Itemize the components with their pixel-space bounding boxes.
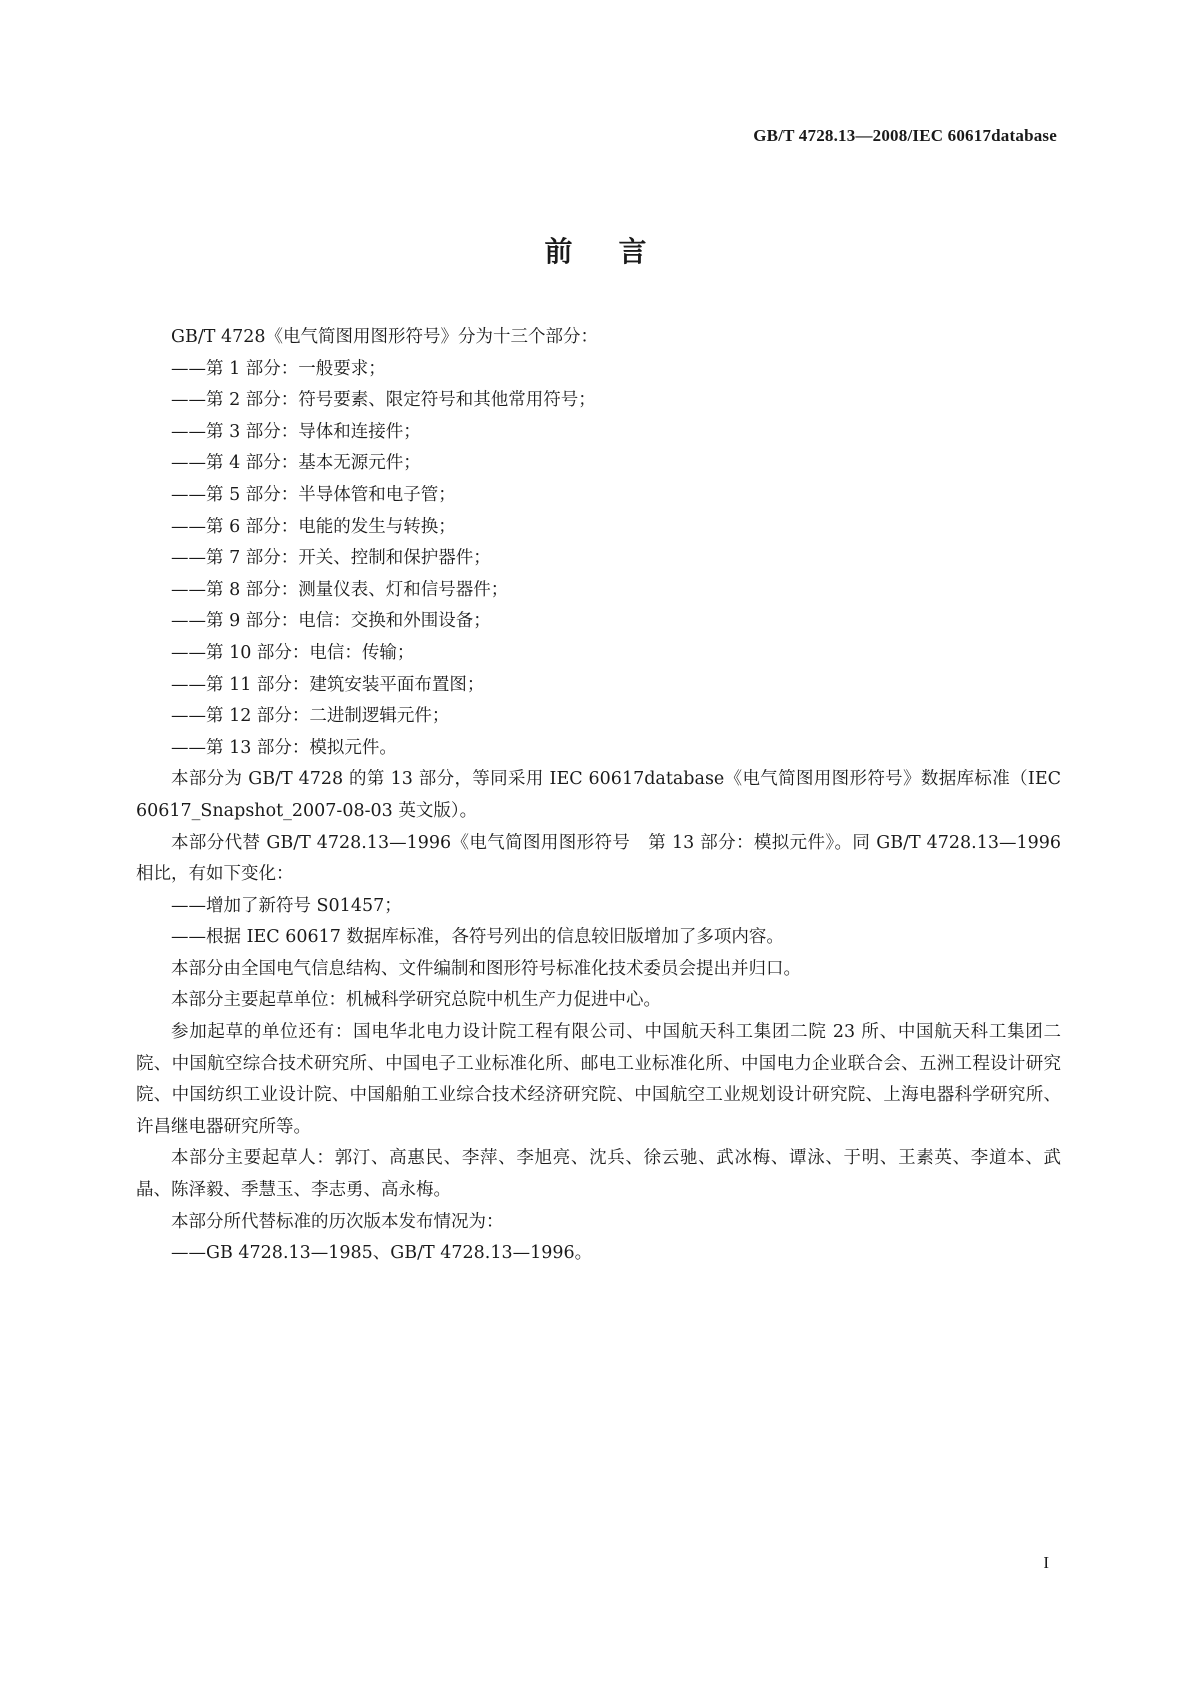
intro-paragraph: GB/T 4728《电气简图用图形符号》分为十三个部分： [171,327,599,347]
list-item-part-5: ——第 5 部分：半导体管和电子管； [171,484,456,505]
page-title: 前言 [544,235,693,268]
history-intro-paragraph: 本部分所代替标准的历次版本发布情况为： [171,1211,504,1232]
change-item-2: ——根据 IEC 60617 数据库标准，各符号列出的信息较旧版增加了多项内容。 [171,927,784,948]
list-item-part-12: ——第 12 部分：二进制逻辑元件； [171,706,450,727]
list-item-part-6: ——第 6 部分：电能的发生与转换； [171,516,456,537]
foreword-body [136,322,1061,1270]
proposer-paragraph: 本部分由全国电气信息结构、文件编制和图形符号标准化技术委员会提出并归口。 [171,958,801,979]
standard-number: GB/T 4728.13—2008/IEC 60617database [753,126,1057,145]
list-item-part-2: ——第 2 部分：符号要素、限定符号和其他常用符号； [171,390,596,411]
adoption-paragraph: 本部分为 GB/T 4728 的第 13 部分，等同采用 IEC 60617database《电气简图用图形符号》数据库标准（IEC 60617_Snapshot_2007-08-03 英文版）。 [136,769,1061,821]
page-number: I [1043,1553,1049,1572]
list-item-part-7: ——第 7 部分：开关、控制和保护器件； [171,548,491,569]
history-item: ——GB 4728.13—1985、GB/T 4728.13—1996。 [171,1243,593,1264]
list-item-part-9: ——第 9 部分：电信：交换和外围设备； [171,611,491,632]
participating-units-paragraph: 参加起草的单位还有：国电华北电力设计院工程有限公司、中国航天科工集团二院 23 所、中国航天科工集团二院、中国航空综合技术研究所、中国电子工业标准化所、邮电工业标准化所、中国电力企业联合会、五洲工程设计研究院、中国纺织工业设计院、中国船舶工业综合技术经济研究院、中国航空工业规划设计研究院、上海电器科学研究所、许昌继电器研究所等。 [136,1022,1061,1137]
drafters-paragraph: 本部分主要起草人：郭汀、高惠民、李萍、李旭亮、沈兵、徐云驰、武冰梅、谭泳、于明、王素英、李道本、武晶、陈泽毅、季慧玉、李志勇、高永梅。 [136,1148,1061,1201]
replacement-paragraph: 本部分代替 GB/T 4728.13—1996《电气简图用图形符号 第 13 部分：模拟元件》。同 GB/T 4728.13—1996 相比，有如下变化： [136,832,1061,885]
list-item-part-11: ——第 11 部分：建筑安装平面布置图； [171,674,485,695]
list-item-part-8: ——第 8 部分：测量仪表、灯和信号器件； [171,579,509,600]
list-item-part-1: ——第 1 部分：一般要求； [171,358,386,379]
change-item-1: ——增加了新符号 S01457； [171,895,402,916]
list-item-part-4: ——第 4 部分：基本无源元件； [171,453,421,474]
main-drafting-unit-paragraph: 本部分主要起草单位：机械科学研究总院中机生产力促进中心。 [171,990,661,1011]
list-item-part-10: ——第 10 部分：电信：传输； [171,642,415,663]
list-item-part-3: ——第 3 部分：导体和连接件； [171,421,421,442]
list-item-part-13: ——第 13 部分：模拟元件。 [171,737,397,758]
